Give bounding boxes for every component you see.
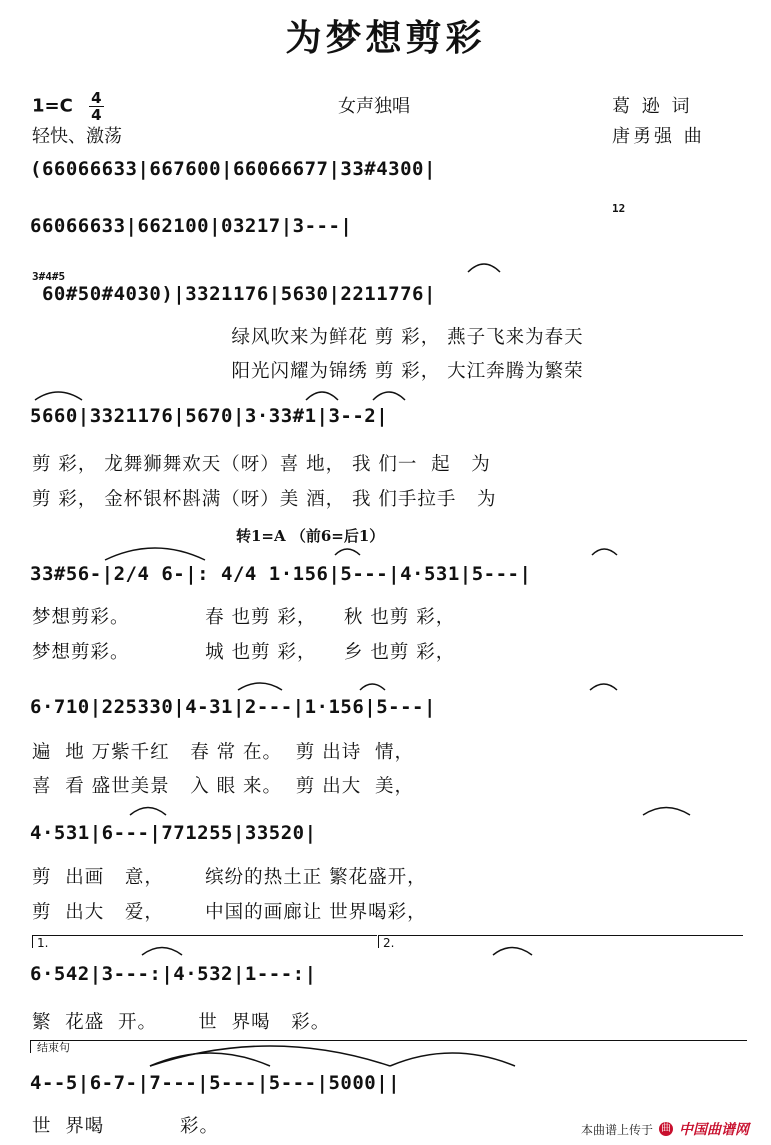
notation-row-4: 5660|3321176|5670|3·33#1|3--2| <box>30 405 389 427</box>
slur-arc <box>373 392 405 400</box>
lyric-line-1: 遍 地 万紫千红 春 常 在。 剪 出诗 情， <box>32 742 414 763</box>
lyric-line-1: 梦想剪彩。 春 也剪 彩， 秋 也剪 彩， <box>32 607 456 628</box>
slur-arc <box>306 392 338 400</box>
slur-arc <box>150 1053 270 1066</box>
notation-row-5: 33#56-|2/4 6-|: 4/4 1·156|5---|4·531|5---| <box>30 563 532 585</box>
lyric-line-1: 剪 彩， 龙舞狮舞欢天（呀）喜 地， 我 们一 起 为 <box>32 454 491 475</box>
slur-arc <box>35 392 82 400</box>
slur-arc <box>468 264 500 272</box>
time-signature: $\frac{4}{4}$ <box>91 89 102 124</box>
lyricist: 葛 逊 词 <box>612 96 693 117</box>
lyric-line-2: 阳光闪耀为锦绣 剪 彩， 大江奔腾为繁荣 <box>32 361 584 382</box>
slur-arc <box>238 683 282 690</box>
key-label: 1=C <box>32 95 73 117</box>
composer: 唐勇强 曲 <box>612 126 705 147</box>
slur-arc <box>493 948 532 956</box>
notation-row-2: 66066633|662100|03217|3---| <box>30 215 353 237</box>
notation-row-3: 60#50#4030)|3321176|5630|2211776| <box>30 283 436 305</box>
first-ending-bracket: 1. <box>32 935 377 948</box>
grace-note: 12 <box>612 202 626 215</box>
lyric-line-2: 剪 出大 爱， 中国的画廊让 世界喝彩， <box>32 902 427 923</box>
notation-row-6: 6·710|225330|4-31|2---|1·156|5---| <box>30 696 436 718</box>
lyric-line-1: 繁 花盛 开。 世 界喝 彩。 <box>32 1012 331 1033</box>
grace-note: 3#4#5 <box>32 270 66 283</box>
lyric-line-1: 绿风吹来为鲜花 剪 彩， 燕子飞来为春天 <box>32 327 584 348</box>
footer-text: 本曲谱上传于 <box>580 1122 653 1137</box>
tempo-marking: 轻快、激荡 <box>32 126 122 147</box>
notation-row-9: 4--5|6-7-|7---|5---|5---|5000|| <box>30 1072 401 1094</box>
footer-credit <box>581 1119 749 1139</box>
performance-type: 女声独唱 <box>338 96 410 117</box>
slur-arc <box>130 808 166 816</box>
slur-arc <box>643 808 690 816</box>
lyric-line-2: 梦想剪彩。 城 也剪 彩， 乡 也剪 彩， <box>32 642 456 663</box>
modulation-marking: 转1=A （前6=后1） <box>236 527 385 545</box>
lyric-line-1: 世 界喝 彩。 <box>32 1116 219 1137</box>
site-logo-text[interactable]: 中国曲谱网 <box>679 1122 749 1138</box>
notation-row-1: (66066633|667600|66066677|33#4300| <box>30 158 436 180</box>
notation-row-8: 6·542|3---:|4·532|1---:| <box>30 963 317 985</box>
slur-arc <box>360 684 385 690</box>
lyric-line-2: 喜 看 盛世美景 入 眼 来。 剪 出大 美， <box>32 776 414 797</box>
slur-arc <box>335 549 360 555</box>
ending-phrase-bracket: 结束句 <box>30 1040 747 1053</box>
slur-arc <box>105 548 205 560</box>
slur-arc <box>390 1053 515 1066</box>
slur-arc <box>592 549 617 555</box>
second-ending-bracket: 2. <box>378 935 743 948</box>
key-signature <box>32 90 104 123</box>
score-title: 为梦想剪彩 <box>285 18 486 59</box>
slur-arc <box>590 684 617 690</box>
site-logo-icon: 曲 <box>661 1123 671 1134</box>
lyric-line-2: 剪 彩， 金杯银杯斟满（呀）美 酒， 我 们手拉手 为 <box>32 489 497 510</box>
lyric-line-1: 剪 出画 意， 缤纷的热土正 繁花盛开， <box>32 867 427 888</box>
slur-arc <box>142 948 182 956</box>
notation-row-7: 4·531|6---|771255|33520| <box>30 822 317 844</box>
